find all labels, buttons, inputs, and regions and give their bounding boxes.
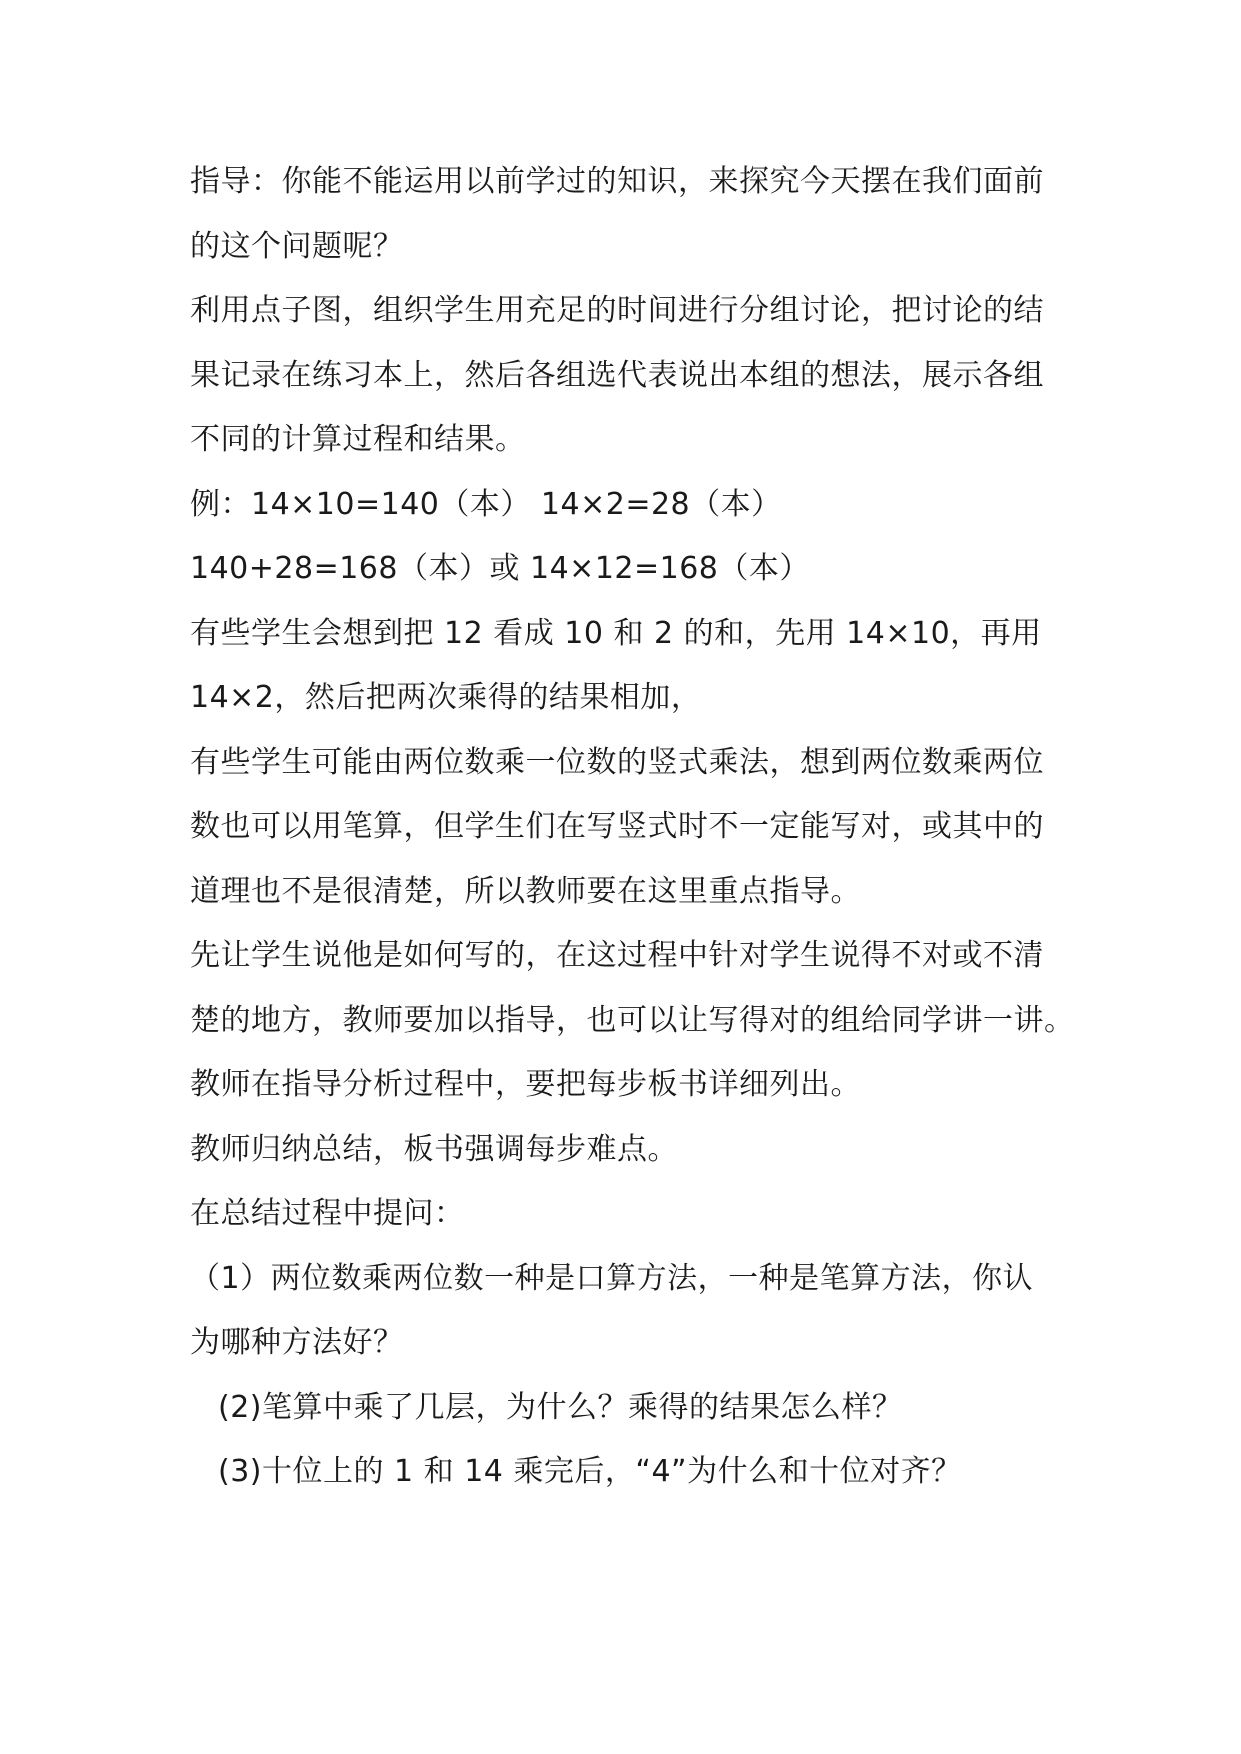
text-line: 有些学生会想到把 12 看成 10 和 2 的和，先用 14×10，再用: [190, 615, 1042, 651]
text-line: 教师归纳总结，板书强调每步难点。: [190, 1131, 678, 1167]
text-line: 利用点子图，组织学生用充足的时间进行分组讨论，把讨论的结: [190, 293, 1044, 328]
text-line: 指导：你能不能运用以前学过的知识，来探究今天摆在我们面前: [190, 164, 1044, 199]
text-line: 例：14×10=140（本） 14×2=28（本）: [190, 486, 782, 522]
text-line: 教师在指导分析过程中，要把每步板书详细列出。: [190, 1067, 861, 1102]
text-line: 先让学生说他是如何写的，在这过程中针对学生说得不对或不清: [190, 938, 1044, 973]
text-line: 不同的计算过程和结果。: [190, 422, 526, 457]
text-line: 14×2，然后把两次乘得的结果相加，: [190, 680, 702, 715]
question-1-line: 为哪种方法好？: [190, 1325, 404, 1360]
text-line: 果记录在练习本上，然后各组选代表说出本组的想法，展示各组: [190, 357, 1044, 393]
text-line: 140+28=168（本）或 14×12=168（本）: [190, 551, 810, 586]
question-2-line: (2)笔算中乘了几层，为什么？乘得的结果怎么样？: [218, 1389, 903, 1425]
question-1-line: （1）两位数乘两位数一种是口算方法，一种是笔算方法，你认: [190, 1260, 1034, 1296]
text-line: 的这个问题呢？: [190, 228, 404, 264]
text-line: 在总结过程中提问：: [190, 1196, 465, 1231]
document-body: [190, 150, 1075, 1505]
text-line: 道理也不是很清楚，所以教师要在这里重点指导。: [190, 873, 861, 909]
question-3-line: (3)十位上的 1 和 14 乘完后，“4”为什么和十位对齐？: [218, 1454, 962, 1489]
text-line: 数也可以用笔算，但学生们在写竖式时不一定能写对，或其中的: [190, 809, 1044, 844]
text-line: 楚的地方，教师要加以指导，也可以让写得对的组给同学讲一讲。: [190, 1002, 1075, 1038]
text-line: 有些学生可能由两位数乘一位数的竖式乘法，想到两位数乘两位: [190, 744, 1044, 780]
